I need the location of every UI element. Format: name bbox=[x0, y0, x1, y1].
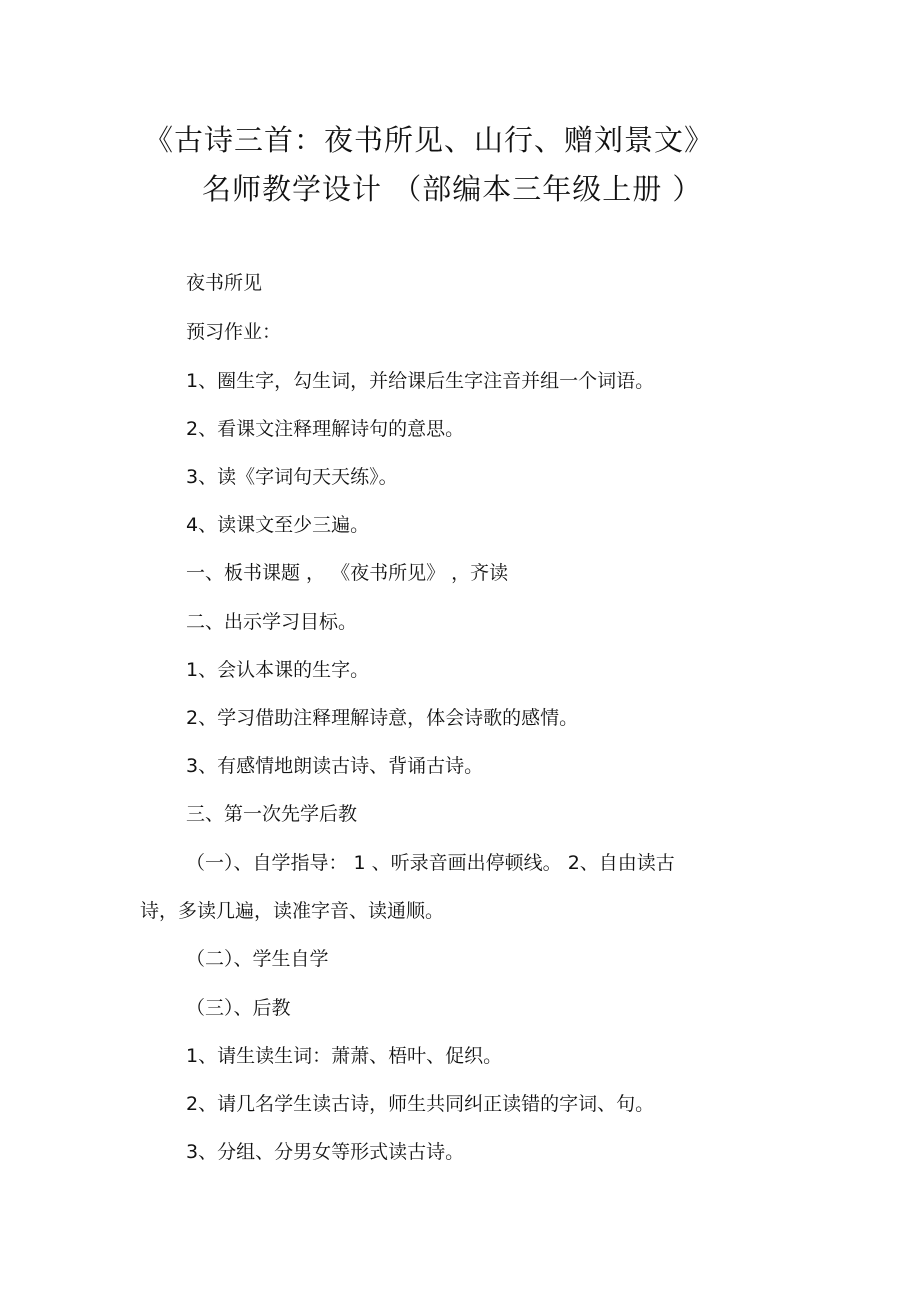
paragraph: （二）、学生自学 bbox=[186, 948, 329, 970]
section-heading: 夜书所见 bbox=[186, 272, 263, 294]
paragraph: 3、读《字词句天天练》。 bbox=[186, 466, 398, 488]
paragraph: 三、第一次先学后教 bbox=[186, 803, 358, 825]
paragraph: 1、请生读生词：萧萧、梧叶、促织。 bbox=[186, 1045, 503, 1067]
paragraph: 3、有感情地朗读古诗、背诵古诗。 bbox=[186, 755, 484, 777]
paragraph: 一、板书课题 ， 《夜书所见》 ，齐读 bbox=[186, 562, 509, 584]
paragraph-continuation: 诗，多读几遍，读准字音、读通顺。 bbox=[140, 900, 445, 922]
paragraph: 1、会认本课的生字。 bbox=[186, 659, 370, 681]
paragraph: 1、圈生字，勾生词，并给课后生字注音并组一个词语。 bbox=[186, 370, 655, 392]
paragraph: （一）、自学指导： 1 、听录音画出停顿线。 2、自由读古 bbox=[186, 852, 675, 874]
paragraph: （三）、后教 bbox=[186, 997, 291, 1019]
paragraph: 二、出示学习目标。 bbox=[186, 611, 358, 633]
document-title-line-1: 《古诗三首：夜书所见、山行、赠刘景文》 bbox=[144, 123, 715, 157]
paragraph: 4、读课文至少三遍。 bbox=[186, 514, 370, 536]
paragraph: 3、分组、分男女等形式读古诗。 bbox=[186, 1141, 465, 1163]
document-title-line-2: 名师教学设计 （部编本三年级上册 ） bbox=[202, 172, 703, 206]
paragraph: 预习作业： bbox=[186, 321, 282, 343]
paragraph: 2、学习借助注释理解诗意，体会诗歌的感情。 bbox=[186, 707, 579, 729]
paragraph: 2、看课文注释理解诗句的意思。 bbox=[186, 418, 465, 440]
paragraph: 2、请几名学生读古诗，师生共同纠正读错的字词、句。 bbox=[186, 1093, 655, 1115]
